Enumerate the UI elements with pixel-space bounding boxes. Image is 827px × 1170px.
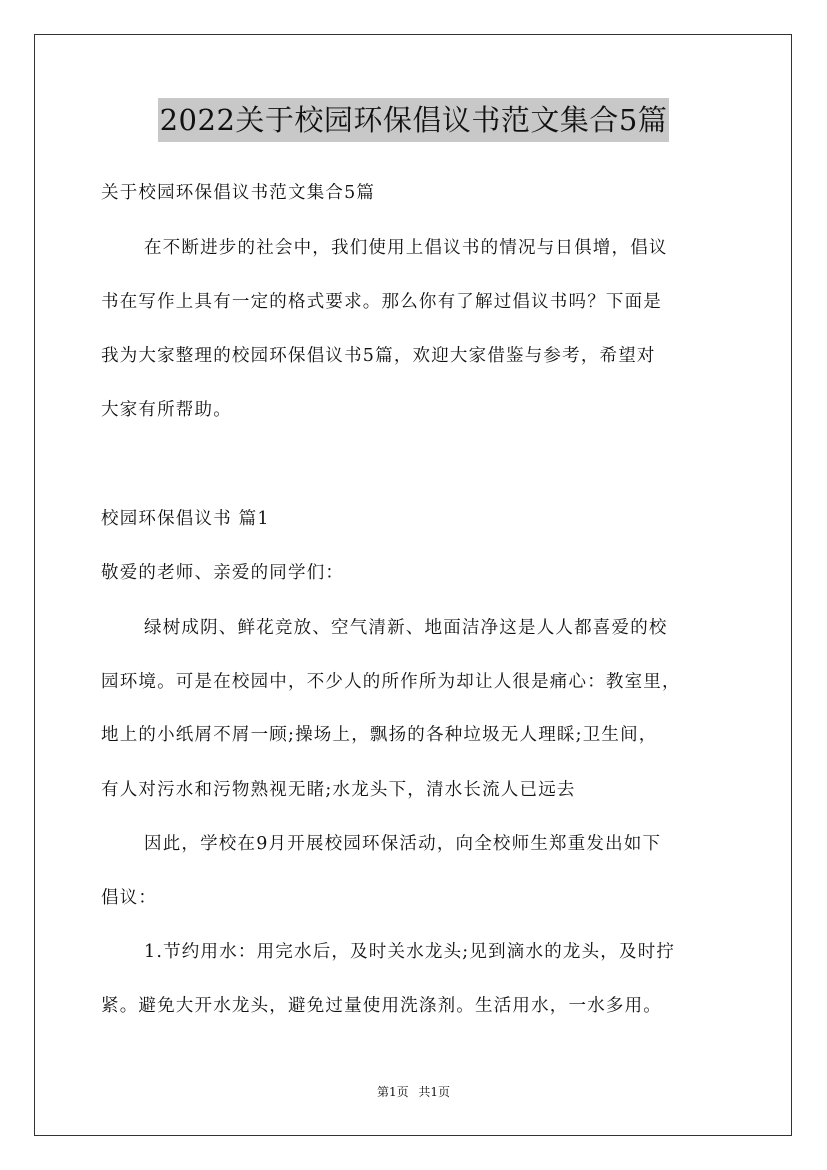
paragraph-line: 我为大家整理的校园环保倡议书5篇，欢迎大家借鉴与参考，希望对 [101,346,656,366]
page-number: 第1页 [376,1085,409,1099]
paragraph-line: 大家有所帮助。 [101,400,232,420]
page-total: 共1页 [418,1085,451,1099]
list-item: 1.节约用水：用完水后，及时关水龙头;见到滴水的龙头，及时拧 [144,942,676,962]
paragraph-line: 绿树成阴、鲜花竞放、空气清新、地面洁净这是人人都喜爱的校 [144,618,668,638]
paragraph-line: 地上的小纸屑不屑一顾;操场上，飘扬的各种垃圾无人理睬;卫生间， [101,725,658,745]
page-footer [0,1084,827,1100]
intro-heading: 关于校园环保倡议书范文集合5篇 [101,183,376,203]
paragraph-line: 因此，学校在9月开展校园环保活动，向全校师生郑重发出如下 [144,834,662,854]
paragraph-line: 有人对污水和污物熟视无睹;水龙头下，清水长流人已远去 [101,780,576,800]
document-title-text: 2022关于校园环保倡议书范文集合5篇 [158,98,670,142]
paragraph-line: 紧。避免大开水龙头，避免过量使用洗涤剂。生活用水，一水多用。 [101,996,662,1016]
document-title [0,98,827,142]
paragraph-line: 在不断进步的社会中，我们使用上倡议书的情况与日俱增，倡议 [144,238,668,258]
paragraph-line: 园环境。可是在校园中，不少人的所作所为却让人很是痛心：教室里， [101,672,681,692]
paragraph-line: 倡议： [101,888,158,908]
salutation: 敬爱的老师、亲爱的同学们： [101,563,345,583]
section-heading: 校园环保倡议书 篇1 [101,509,270,529]
paragraph-line: 书在写作上具有一定的格式要求。那么你有了解过倡议书吗？下面是 [101,292,662,312]
